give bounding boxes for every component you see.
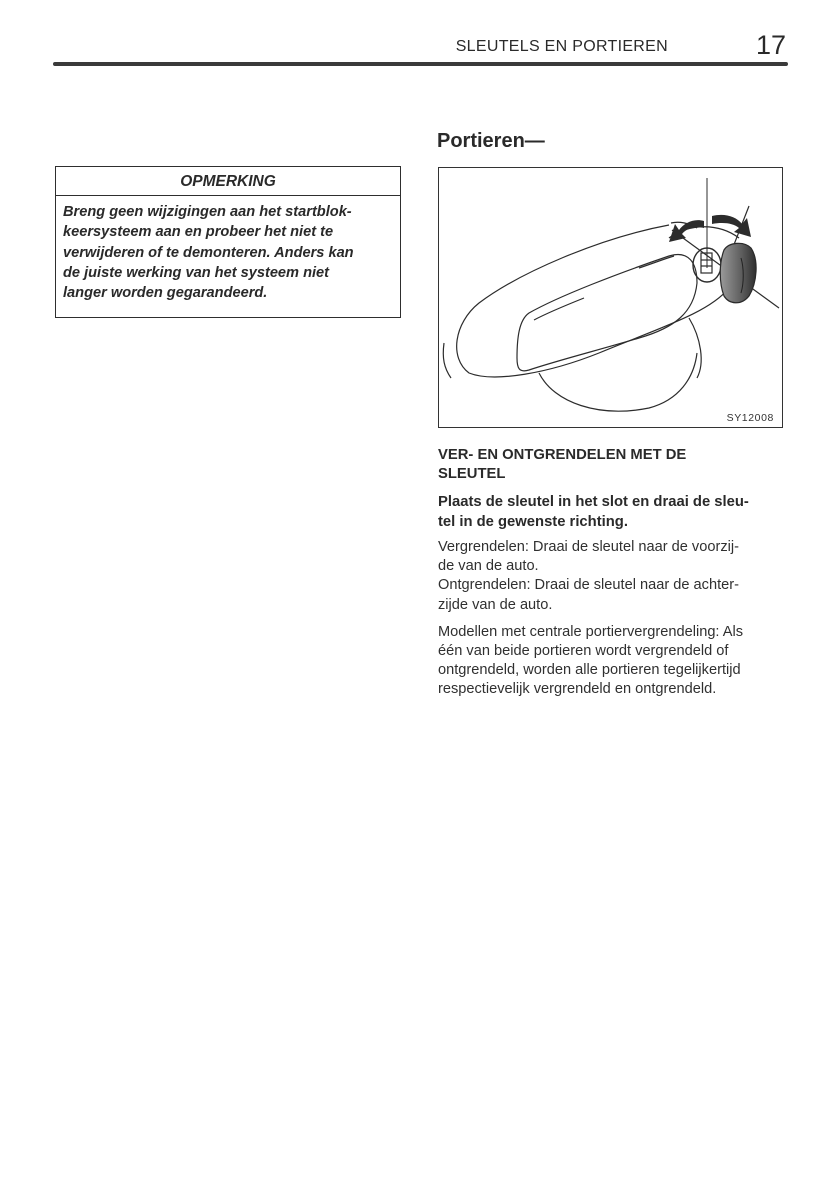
section-title-header: SLEUTELS EN PORTIEREN	[455, 38, 668, 55]
note-line: Breng geen wijzigingen aan het startblok-	[63, 204, 352, 220]
paragraph-line: respectievelijk vergrendeld en ontgrendeld.	[438, 681, 717, 698]
subheading	[438, 446, 786, 484]
section-heading: Portieren—	[437, 130, 545, 152]
door-handle-illustration	[439, 168, 784, 429]
paragraph-central-locking	[438, 623, 786, 700]
instruction-line: Plaats de sleutel in het slot en draai de sleu-	[438, 494, 749, 510]
paragraph-line: Vergrendelen: Draai de sleutel naar de voorzij-	[438, 539, 739, 555]
paragraph-line: Modellen met centrale portiervergrendeling: Als	[438, 623, 744, 640]
running-header	[53, 30, 788, 70]
note-line: keersysteem aan en probeer het niet te	[63, 224, 334, 241]
note-title: OPMERKING	[56, 167, 400, 196]
figure-door-lock	[438, 167, 783, 428]
paragraph-line: de van de auto.	[438, 558, 539, 575]
paragraph-line: zijde van de auto.	[438, 596, 553, 613]
page-number: 17	[755, 30, 786, 60]
instruction	[438, 493, 786, 532]
paragraph-line: Ontgrendelen: Draai de sleutel naar de achter-	[438, 577, 739, 594]
paragraph-line: ontgrendeld, worden alle portieren tegelijkertijd	[438, 662, 741, 679]
note-line: de juiste werking van het systeem niet	[63, 264, 330, 281]
paragraph-line: één van beide portieren wordt vergrendeld of	[438, 643, 729, 660]
figure-code: SY12008	[726, 412, 774, 424]
key-icon	[720, 243, 756, 302]
rotate-arrow-left-icon	[669, 220, 704, 242]
note-box	[55, 166, 401, 318]
note-body	[56, 196, 400, 303]
note-line: langer worden gegarandeerd.	[63, 285, 268, 302]
paragraph-locking	[438, 538, 786, 576]
instruction-line: tel in de gewenste richting.	[438, 513, 628, 530]
note-line: verwijderen of te demonteren. Anders kan	[63, 244, 354, 261]
header-rule	[53, 62, 788, 66]
subheading-line: VER- EN ONTGRENDELEN MET DE	[438, 447, 687, 463]
subheading-line: SLEUTEL	[438, 466, 506, 482]
paragraph-unlocking	[438, 576, 786, 614]
text-column	[438, 446, 786, 700]
